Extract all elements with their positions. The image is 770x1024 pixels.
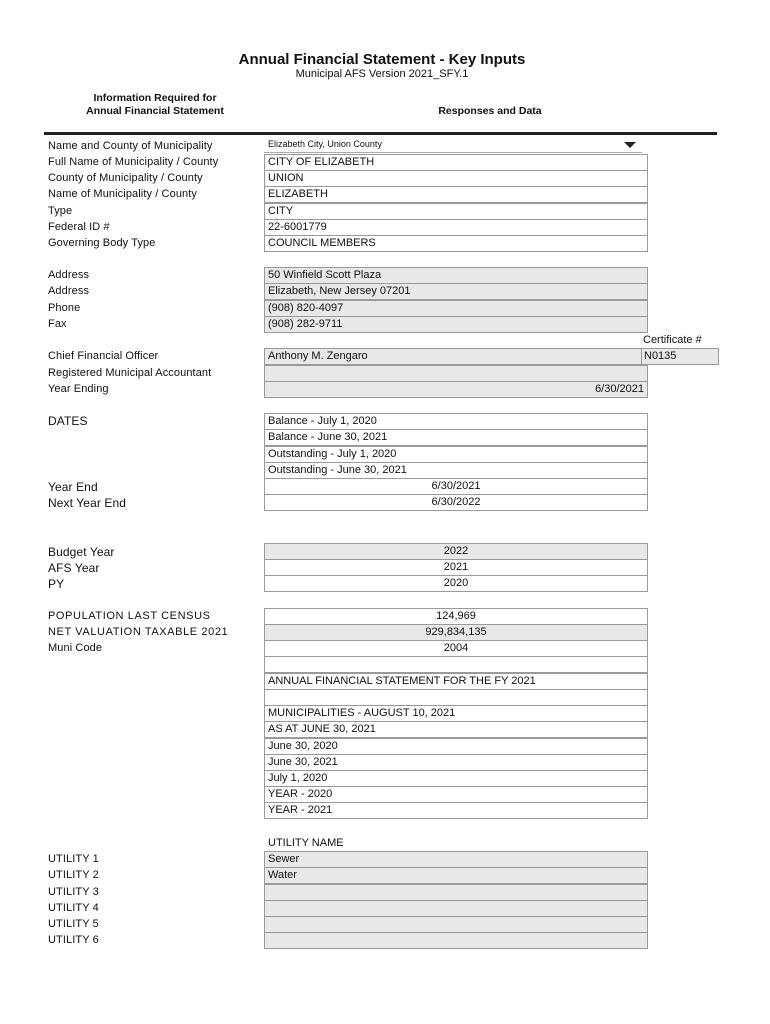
utility-label-1: UTILITY 1 (48, 853, 99, 865)
next-year-end-field[interactable]: 6/30/2022 (264, 494, 648, 511)
type-label: Type (48, 205, 73, 217)
federal-id-field[interactable]: 22-6001779 (264, 219, 648, 236)
rma-field[interactable] (264, 365, 648, 382)
county-label: County of Municipality / County (48, 172, 203, 184)
year-ending-label: Year Ending (48, 383, 109, 395)
page-title: Annual Financial Statement - Key Inputs (238, 51, 526, 68)
rma-label: Registered Municipal Accountant (48, 367, 212, 379)
text-block-row[interactable]: July 1, 2020 (264, 770, 648, 787)
chevron-down-icon[interactable] (624, 142, 636, 148)
py-field[interactable]: 2020 (264, 575, 648, 592)
left-column-header-line1: Information Required for (93, 92, 217, 104)
municipality-select-label: Name and County of Municipality (48, 140, 213, 152)
municipality-name-label: Name of Municipality / County (48, 188, 198, 200)
date-item[interactable]: Balance - July 1, 2020 (264, 413, 648, 430)
year-ending-field[interactable]: 6/30/2021 (264, 381, 648, 398)
afs-year-label: AFS Year (48, 561, 100, 575)
net-valuation-label: NET VALUATION TAXABLE 2021 (48, 626, 229, 638)
address-field-2[interactable]: Elizabeth, New Jersey 07201 (264, 283, 648, 300)
municipality-name-field[interactable]: ELIZABETH (264, 186, 648, 203)
cfo-certificate-field[interactable]: N0135 (641, 348, 719, 365)
year-end-label: Year End (48, 480, 98, 494)
utility-field-1[interactable]: Sewer (264, 851, 648, 868)
text-block-row[interactable] (264, 656, 648, 673)
full-name-field[interactable]: CITY OF ELIZABETH (264, 154, 648, 171)
fax-label: Fax (48, 318, 67, 330)
phone-field[interactable]: (908) 820-4097 (264, 300, 648, 317)
municipality-dropdown-value: Elizabeth City, Union County (268, 139, 382, 149)
date-item[interactable]: Outstanding - June 30, 2021 (264, 462, 648, 479)
left-column-header-line2: Annual Financial Statement (86, 105, 224, 117)
cfo-field[interactable]: Anthony M. Zengaro (264, 348, 648, 365)
version-subtitle: Municipal AFS Version 2021_SFY.1 (295, 68, 469, 80)
right-column-header: Responses and Data (438, 105, 542, 117)
utility-field-3[interactable] (264, 884, 648, 901)
type-field[interactable]: CITY (264, 203, 648, 220)
next-year-end-label: Next Year End (48, 496, 127, 510)
county-field[interactable]: UNION (264, 170, 648, 187)
text-block-row[interactable]: YEAR - 2021 (264, 802, 648, 819)
address-label-1: Address (48, 269, 90, 281)
utility-label-4: UTILITY 4 (48, 902, 99, 914)
certificate-label: Certificate # (643, 334, 702, 346)
population-field[interactable]: 124,969 (264, 608, 648, 625)
address-label-2: Address (48, 285, 90, 297)
year-end-field[interactable]: 6/30/2021 (264, 478, 648, 495)
text-block-row[interactable] (264, 689, 648, 706)
utility-label-6: UTILITY 6 (48, 934, 99, 946)
governing-body-field[interactable]: COUNCIL MEMBERS (264, 235, 648, 252)
municipality-dropdown[interactable] (264, 136, 642, 153)
date-item[interactable]: Balance - June 30, 2021 (264, 429, 648, 446)
utility-field-5[interactable] (264, 916, 648, 933)
text-block-row[interactable]: YEAR - 2020 (264, 786, 648, 803)
cfo-label: Chief Financial Officer (48, 350, 159, 362)
muni-code-field[interactable]: 2004 (264, 640, 648, 657)
py-label: PY (48, 577, 65, 591)
text-block-row[interactable]: AS AT JUNE 30, 2021 (264, 721, 648, 738)
budget-year-field[interactable]: 2022 (264, 543, 648, 560)
text-block-row[interactable]: June 30, 2020 (264, 738, 648, 755)
header-divider (44, 132, 717, 135)
utility-field-6[interactable] (264, 932, 648, 949)
dates-label: DATES (48, 414, 88, 428)
text-block-row[interactable]: June 30, 2021 (264, 754, 648, 771)
utility-label-2: UTILITY 2 (48, 869, 99, 881)
utility-field-2[interactable]: Water (264, 867, 648, 884)
federal-id-label: Federal ID # (48, 221, 110, 233)
utility-label-3: UTILITY 3 (48, 886, 99, 898)
text-block-row[interactable]: ANNUAL FINANCIAL STATEMENT FOR THE FY 2021 (264, 673, 648, 690)
address-field-1[interactable]: 50 Winfield Scott Plaza (264, 267, 648, 284)
date-item[interactable]: Outstanding - July 1, 2020 (264, 446, 648, 463)
governing-body-label: Governing Body Type (48, 237, 156, 249)
net-valuation-field[interactable]: 929,834,135 (264, 624, 648, 641)
fax-field[interactable]: (908) 282-9711 (264, 316, 648, 333)
utility-name-header: UTILITY NAME (268, 837, 344, 849)
full-name-label: Full Name of Municipality / County (48, 156, 219, 168)
budget-year-label: Budget Year (48, 545, 115, 559)
afs-year-field[interactable]: 2021 (264, 559, 648, 576)
utility-label-5: UTILITY 5 (48, 918, 99, 930)
left-column-header (60, 92, 250, 118)
text-block-row[interactable]: MUNICIPALITIES - AUGUST 10, 2021 (264, 705, 648, 722)
population-label: POPULATION LAST CENSUS (48, 610, 211, 622)
utility-field-4[interactable] (264, 900, 648, 917)
phone-label: Phone (48, 302, 81, 314)
muni-code-label: Muni Code (48, 642, 103, 654)
